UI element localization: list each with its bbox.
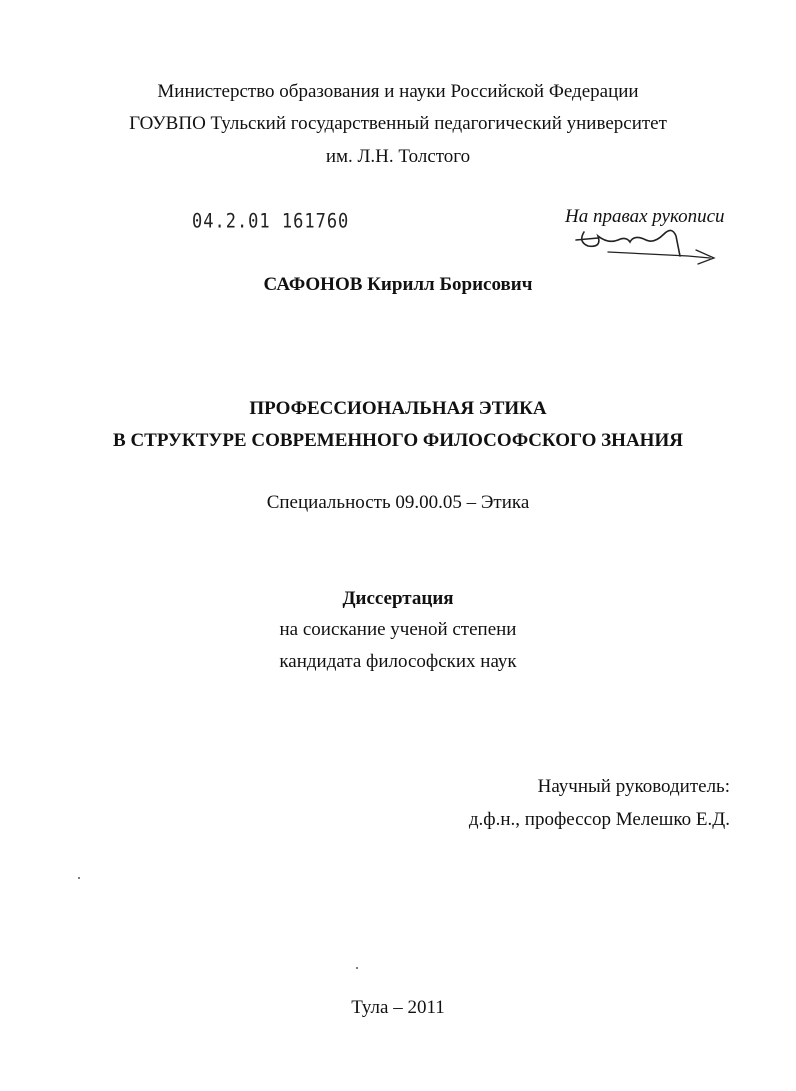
manuscript-note: На правах рукописи bbox=[565, 206, 725, 227]
university-line: ГОУВПО Тульский государственный педагогический университет bbox=[129, 113, 667, 134]
author-name: САФОНОВ Кирилл Борисович bbox=[263, 274, 533, 295]
dissertation-heading: Диссертация bbox=[342, 588, 454, 609]
degree-line-1: на соискание ученой степени bbox=[279, 619, 517, 640]
specialty-line: Специальность 09.00.05 – Этика bbox=[266, 492, 530, 513]
supervisor-name: д.ф.н., профессор Мелешко Е.Д. bbox=[468, 809, 730, 830]
title-line-2: В СТРУКТУРЕ СОВРЕМЕННОГО ФИЛОСОФСКОГО ЗНАНИЯ bbox=[113, 430, 683, 451]
title-line-1: ПРОФЕССИОНАЛЬНАЯ ЭТИКА bbox=[249, 398, 547, 419]
named-after-line: им. Л.Н. Толстого bbox=[325, 146, 471, 167]
ministry-line: Министерство образования и науки Российской Федерации bbox=[157, 81, 639, 102]
registration-stamp: 04.2.01 161760 bbox=[192, 210, 350, 233]
city-year: Тула – 2011 bbox=[351, 997, 445, 1018]
scan-speck bbox=[356, 967, 358, 969]
scan-speck bbox=[78, 877, 80, 879]
degree-line-2: кандидата философских наук bbox=[279, 651, 517, 672]
handwritten-signature bbox=[568, 222, 718, 268]
supervisor-label: Научный руководитель: bbox=[537, 776, 730, 797]
